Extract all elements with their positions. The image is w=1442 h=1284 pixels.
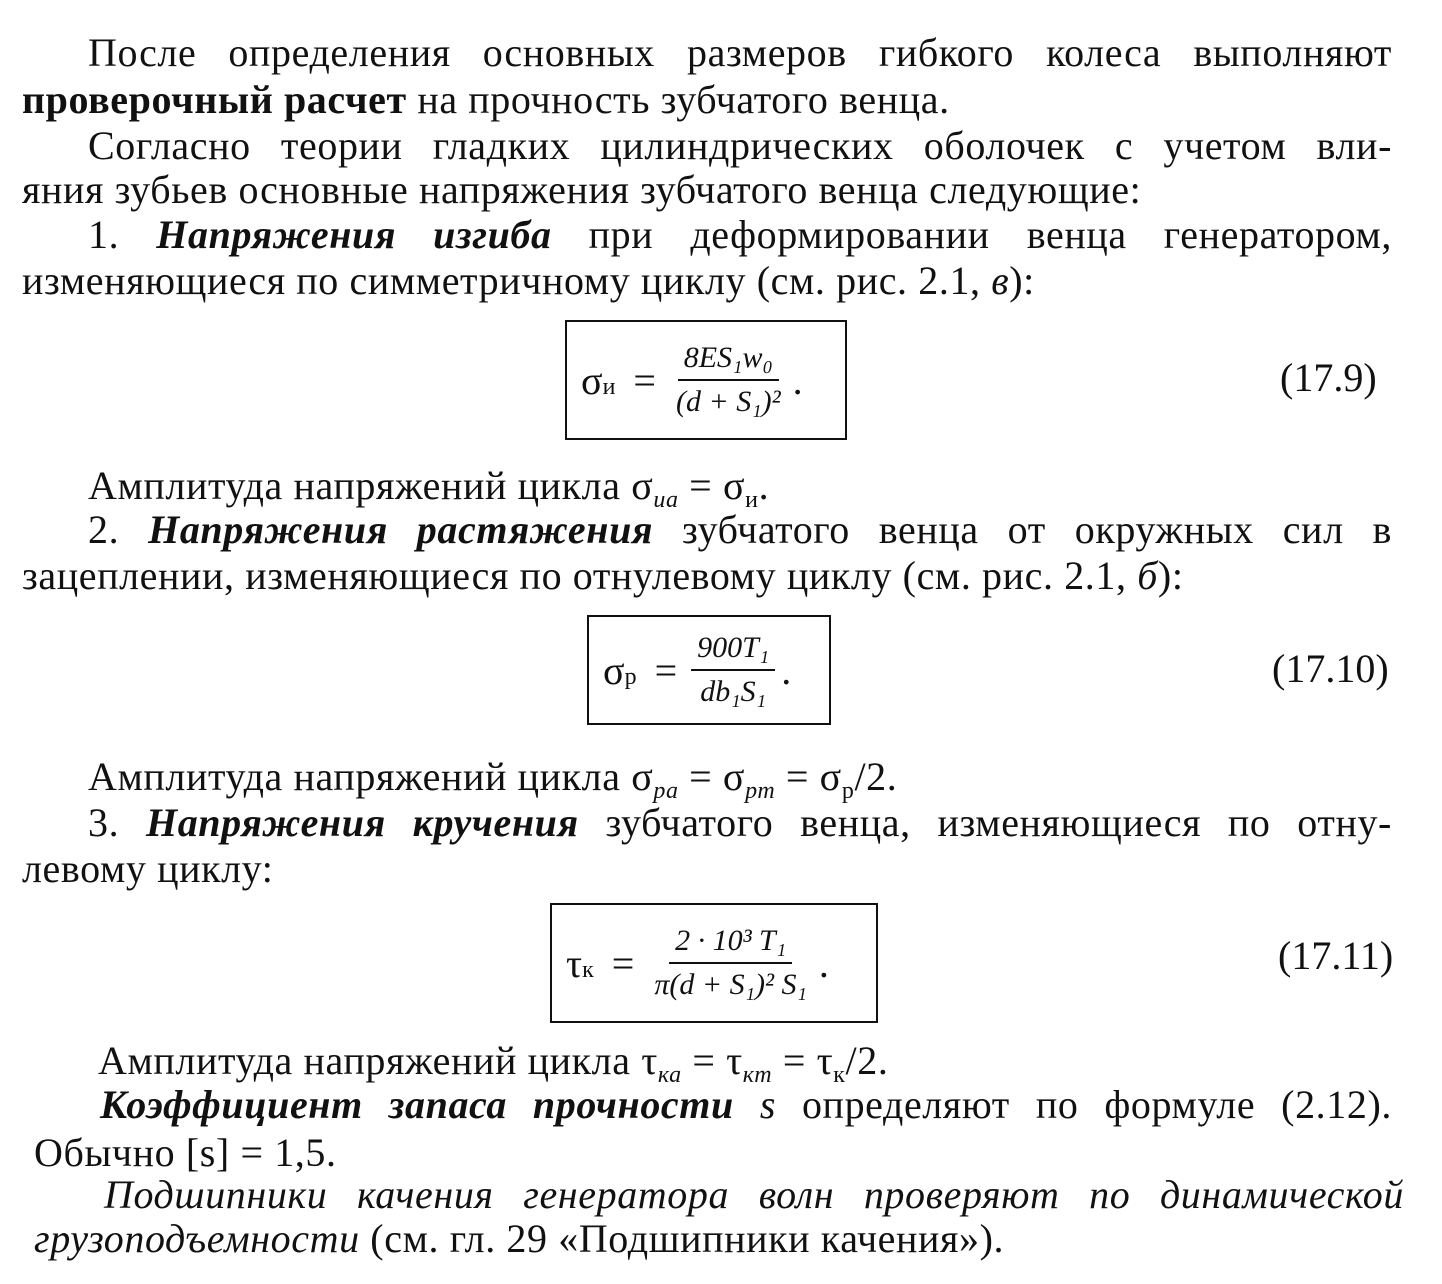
equals-sign: = [633,357,656,403]
formula2-lhs-sub: р [624,663,637,690]
tau-symbol: τ [566,940,583,986]
item3-number: 3. [88,800,120,845]
ampl2-sub1: ра [653,778,679,804]
formula3-lhs [566,940,594,987]
equals-sign: = [654,647,678,693]
formula1-lhs-sub: и [602,373,616,400]
term-safety-factor: Коэффициент запаса прочности [100,1082,734,1127]
term-dynamic-capacity: грузоподъемности [34,1216,360,1261]
formula-box-17-9 [565,320,847,440]
para2-line1-text: Согласно теории гладких цилиндрических оболочек с учетом вли- [88,123,1392,168]
ampl1-sigma-b: σ [722,463,746,508]
ampl1-sub-b: и [745,487,759,513]
ampl2-eq1: = σ [678,754,746,799]
equals-sign: = [611,940,635,986]
ampl3-sub2: кт [742,1062,773,1088]
para1-line1 [88,30,1392,76]
formula2-denominator: db₁S₁ [700,675,767,708]
coef-line1-text: определяют по формуле (2.12). [776,1082,1392,1127]
item1-number: 1. [88,212,120,257]
item2-number: 2. [88,507,120,552]
formula1-fraction [670,341,787,419]
item1-line2-end: ): [1009,258,1035,303]
item2-line2-text: зацеплении, изменяющиеся по отнулевому циклу (см. рис. 2.1, [22,553,1138,598]
term-torsion-stress: Напряжения кручения [145,800,579,845]
para1-line2-text: на прочность зубчатого венца. [406,77,950,122]
formula3-denominator: π(d + S₁)² S₁ [654,968,807,1001]
formula2-lhs [603,647,637,694]
equation-number-17-10: (17.10) [1272,646,1389,691]
bearing-line1 [104,1172,1404,1218]
equation-number-17-11: (17.11) [1278,933,1394,978]
sigma-symbol: σ [603,647,625,693]
equation-number-17-9: (17.9) [1280,355,1377,400]
ampl1-text: Амплитуда напряжений цикла [88,463,632,508]
item3-line1 [88,800,1392,846]
coef-var-s: s [733,1082,776,1127]
ampl2-sub2: рт [745,778,776,804]
item1-line1 [88,212,1392,258]
formula-box-17-11 [550,903,878,1023]
ampl3-end: /2. [845,1038,889,1083]
formula3-fraction [648,924,813,1002]
formula3-numerator: 2 · 10³ T₁ [669,924,792,964]
ampl1-sub-a: иа [653,487,679,513]
formula3-lhs-sub: к [582,956,594,983]
item2-line2 [22,553,1392,599]
para1-line1-text: После определения основных размеров гибкого колеса выполняют [88,30,1392,75]
period: . [818,940,829,986]
term-check-calc: проверочный расчет [22,77,407,122]
ampl2-end: /2. [854,754,898,799]
ampl3-eq2: = τ [772,1038,834,1083]
ampl2-text: Амплитуда напряжений цикла [88,754,632,799]
formula-box-17-10 [587,615,831,725]
ampl3-sub3: к [833,1062,846,1088]
para2-line2-text: яния зубьев основные напряжения зубчатого венца следующие: [22,167,1142,212]
ampl2-sigma: σ [631,754,654,799]
ampl2-eq2: = σ [775,754,842,799]
sigma-symbol: σ [581,357,603,403]
item1-line1-text: при деформировании венца генератором, [551,212,1392,257]
item3-line1-text: зубчатого венца, изменяющиеся по отну- [578,800,1392,845]
formula2-fraction [691,631,775,709]
coef-line2 [34,1130,1404,1176]
ampl2-sub3: р [841,778,855,804]
item1-line2-text: изменяющиеся по симметричному циклу (см. рис. 2.1, [22,258,992,303]
coef-line2-text: Обычно [s] = 1,5. [34,1130,337,1175]
ampl3-tau: τ [641,1038,658,1083]
item2-line2-end: ): [1157,553,1184,598]
ampl3-sub1: ка [657,1062,682,1088]
para2-line2 [22,167,1392,213]
formula2-numerator: 900T₁ [691,631,775,671]
para1-line2 [22,77,1392,123]
formula1-lhs [581,357,615,404]
period: . [781,647,792,693]
coef-line1 [100,1082,1392,1128]
ampl3-text: Амплитуда напряжений цикла [98,1038,642,1083]
ampl1-end: . [758,463,770,508]
item2-line1 [88,507,1392,553]
bearing-line2-text: (см. гл. 29 «Подшипники качения»). [359,1216,1005,1261]
ampl3-eq1: = τ [681,1038,743,1083]
item3-line2-text: левому циклу: [22,846,274,891]
period: . [792,357,803,403]
ampl1-eq: = [678,463,723,508]
formula1-denominator: (d + S₁)² [675,385,781,418]
ampl1-sigma-a: σ [631,463,654,508]
term-bending-stress: Напряжения изгиба [156,212,552,257]
para2-line1 [88,123,1392,169]
bearing-line2 [34,1216,1404,1262]
figure-ref-v: в [991,258,1010,303]
formula1-numerator: 8ES₁w₀ [678,341,779,381]
term-tensile-stress: Напряжения растяжения [148,507,654,552]
item2-line1-text: зубчатого венца от окружных сил в [653,507,1393,552]
item1-line2 [22,258,1392,304]
figure-ref-b: б [1137,553,1158,598]
bearing-line1-text: Подшипники качения генератора волн проверяют по динамической [104,1172,1404,1217]
item3-line2 [22,846,1392,892]
